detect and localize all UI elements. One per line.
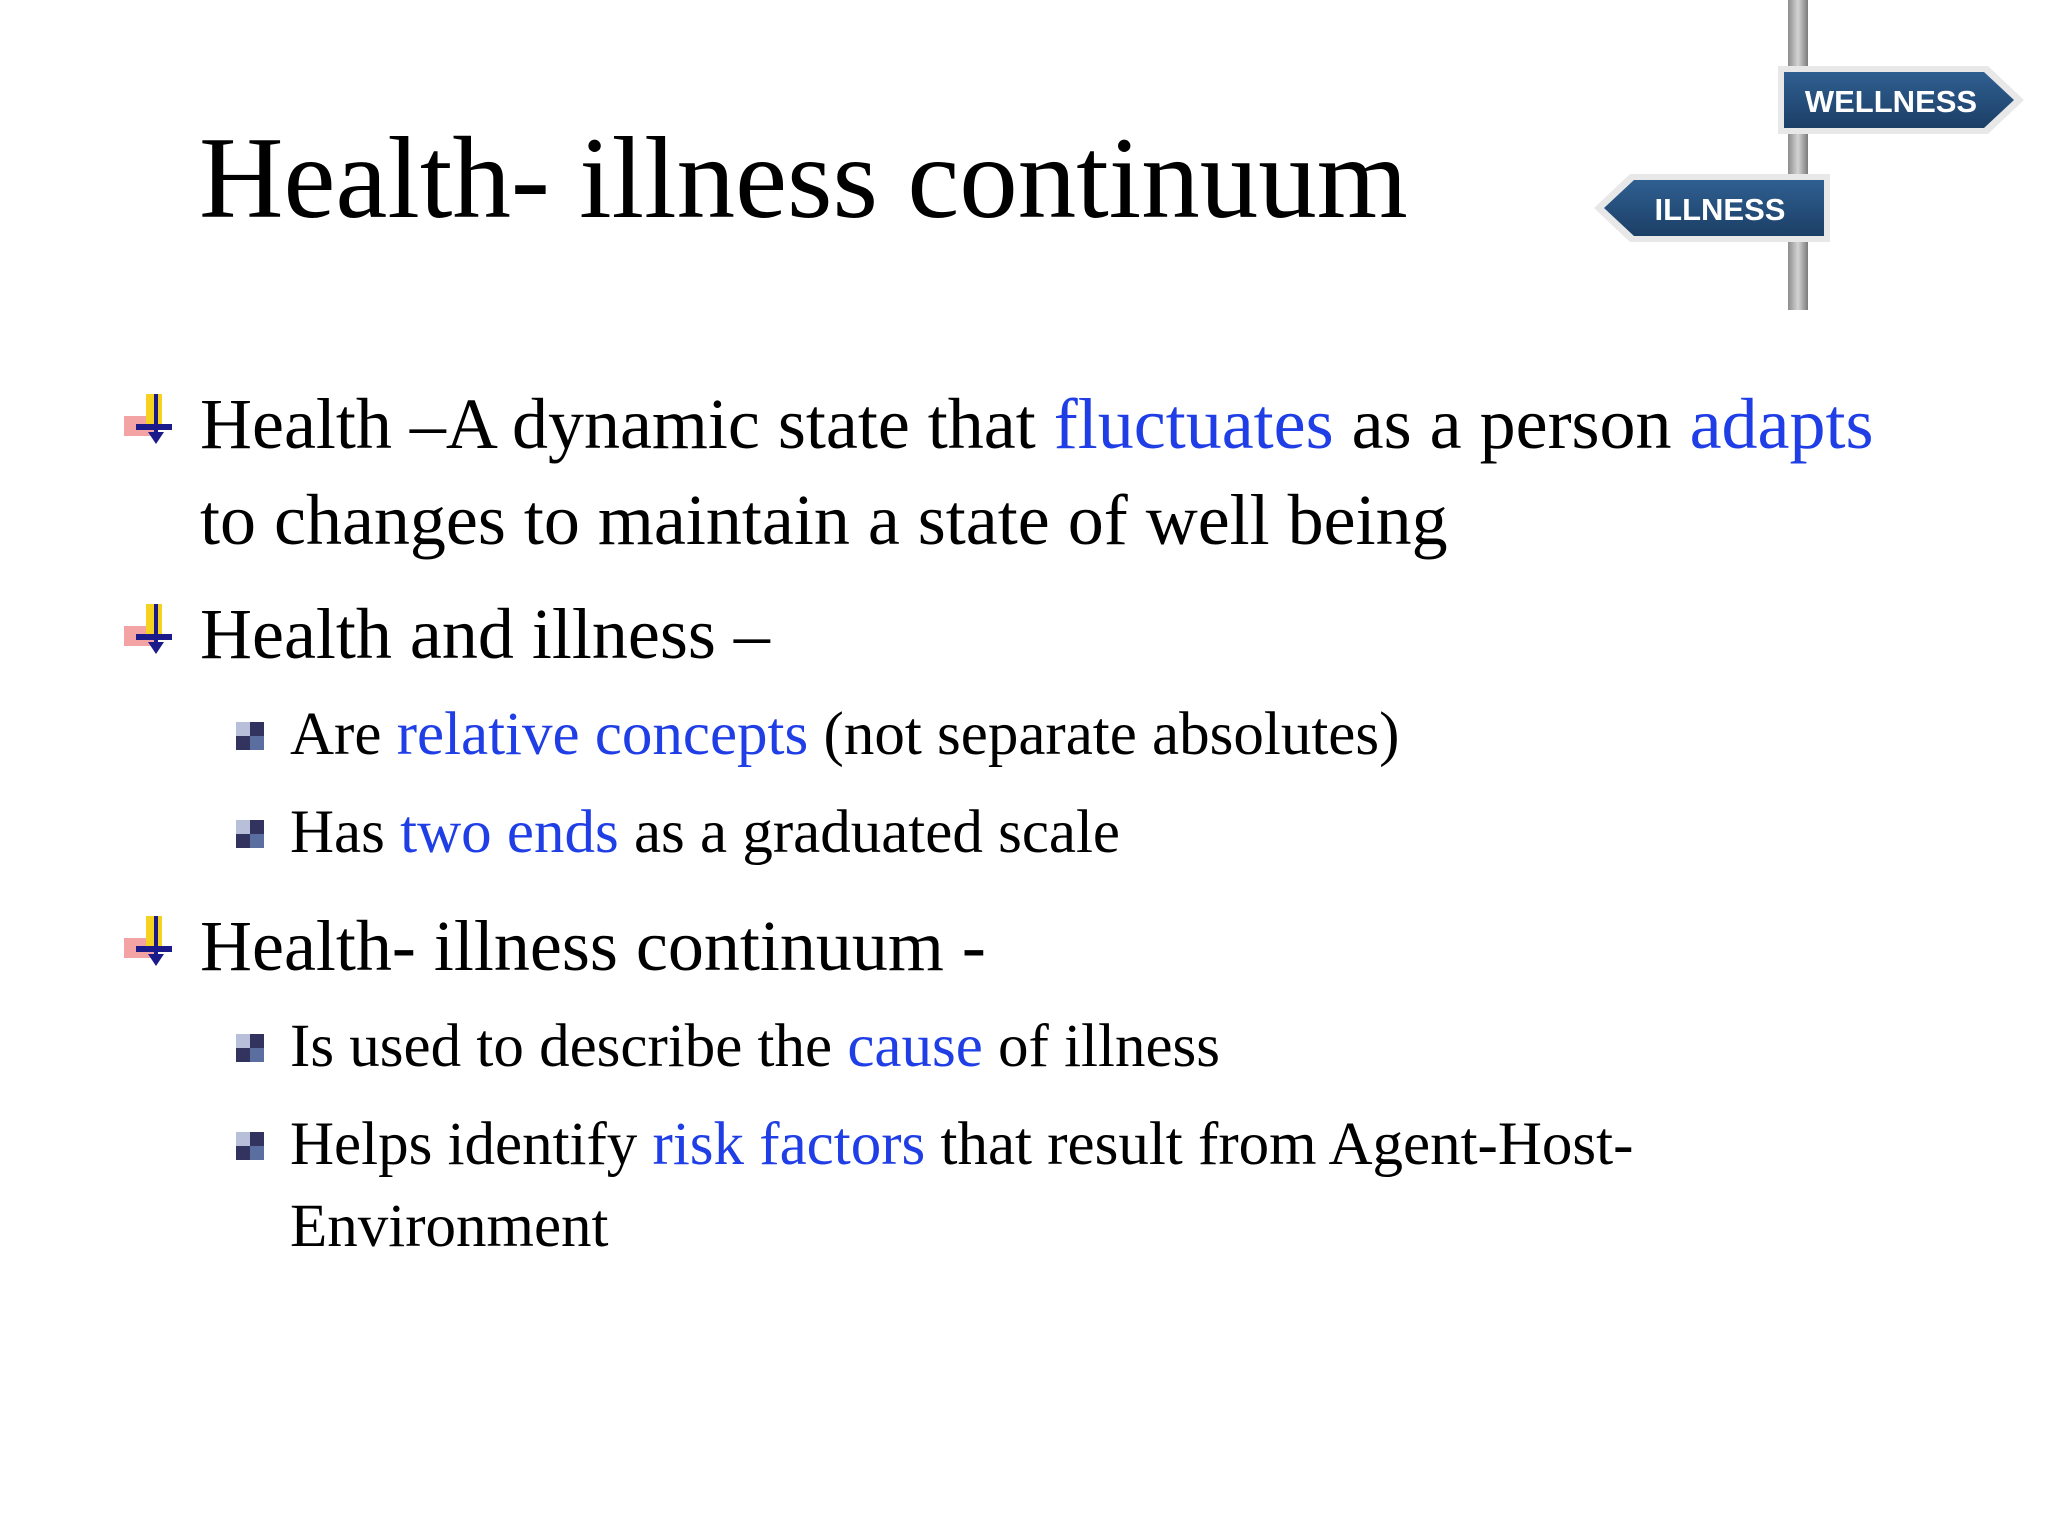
bullet-1-text: to changes to maintain a state of well being xyxy=(200,480,1448,560)
subbullet-text: that result from Agent-Host-Environment xyxy=(290,1111,1634,1260)
subbullet-text: of illness xyxy=(982,1013,1220,1080)
bullet-1-highlight-fluctuates: fluctuates xyxy=(1053,384,1334,464)
subbullet-text: Has xyxy=(290,799,401,866)
bullet-1 xyxy=(200,376,1900,568)
slide-title: Health- illness continuum xyxy=(199,114,1408,243)
bullet-1-highlight-adapts: adapts xyxy=(1689,384,1874,464)
signpost-image xyxy=(1560,0,2048,310)
wellness-sign-label: WELLNESS xyxy=(1804,84,1978,119)
subbullet-text: Are xyxy=(290,701,397,768)
square-bullet-icon xyxy=(234,720,266,752)
subbullet-highlight-relative-concepts: relative concepts xyxy=(396,701,809,768)
square-bullet-icon xyxy=(234,1130,266,1162)
bullet-2-text: Health and illness – xyxy=(200,594,770,674)
subbullet-highlight-two-ends: two ends xyxy=(400,799,619,866)
illness-sign xyxy=(1594,174,1830,242)
plus-arrow-bullet-icon xyxy=(124,604,176,658)
subbullet-text: (not separate absolutes) xyxy=(808,701,1400,768)
illness-sign-label: ILLNESS xyxy=(1654,192,1786,227)
wellness-sign xyxy=(1778,66,2024,134)
subbullet-highlight-risk-factors: risk factors xyxy=(652,1111,926,1178)
bullet-3-text: Health- illness continuum - xyxy=(200,906,986,986)
subbullet-2-2 xyxy=(290,792,1840,874)
subbullet-3-1 xyxy=(290,1006,1840,1088)
square-bullet-icon xyxy=(234,818,266,850)
bullet-1-text: as a person xyxy=(1333,384,1690,464)
signpost-pole xyxy=(1788,0,1808,310)
bullet-1-text: Health –A dynamic state that xyxy=(200,384,1054,464)
bullet-2 xyxy=(200,586,1900,682)
plus-arrow-bullet-icon xyxy=(124,916,176,970)
subbullet-text: as a graduated scale xyxy=(618,799,1120,866)
plus-arrow-bullet-icon xyxy=(124,394,176,448)
subbullet-text: Is used to describe the xyxy=(290,1013,848,1080)
bullet-3 xyxy=(200,898,1900,994)
subbullet-highlight-cause: cause xyxy=(847,1013,983,1080)
subbullet-3-2 xyxy=(290,1104,1830,1268)
subbullet-text: Helps identify xyxy=(290,1111,653,1178)
square-bullet-icon xyxy=(234,1032,266,1064)
subbullet-2-1 xyxy=(290,694,1840,776)
